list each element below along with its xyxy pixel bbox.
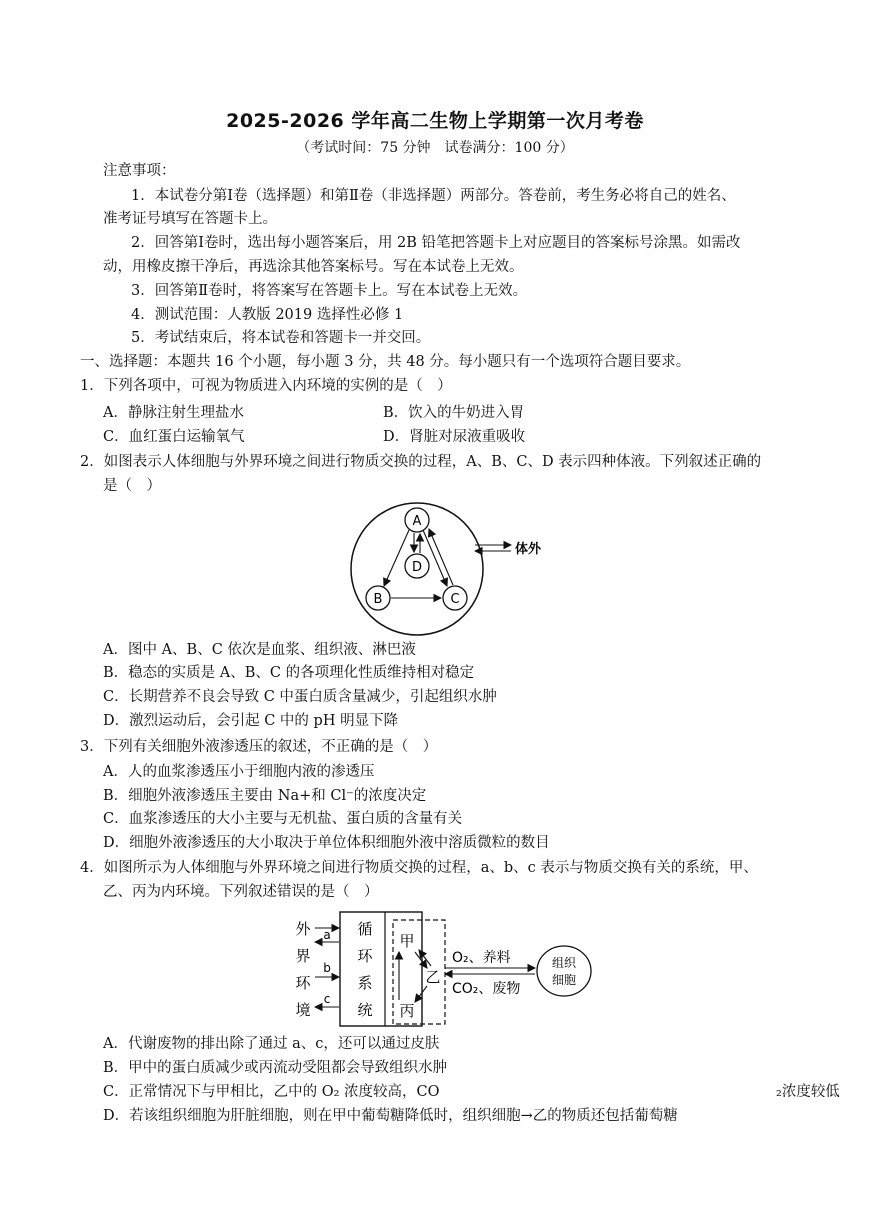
q3-option-d[interactable]: D．细胞外液渗透压的大小取决于单位体积细胞外液中溶质微粒的数目 [103,835,550,851]
q3-option-b[interactable]: B．细胞外液渗透压主要由 Na+和 Cl⁻的浓度决定 [103,788,427,804]
question-1-stem: 1．下列各项中，可视为物质进入内环境的实例的是（ ） [80,378,452,394]
system-char: 统 [357,1001,373,1019]
outer-char: 界 [295,947,311,965]
q4-option-d[interactable]: D．若该组织细胞为肝脏细胞，则在甲中葡萄糖降低时，组织细胞→乙的物质还包括葡萄糖 [103,1108,678,1124]
q3-option-c[interactable]: C．血浆渗透压的大小主要与无机盐、蛋白质的含量有关 [103,811,463,827]
q2-option-a[interactable]: A．图中 A、B、C 依次是血浆、组织液、淋巴液 [103,642,416,658]
question-4-stem: 4．如图所示为人体细胞与外界环境之间进行物质交换的过程，a、b、c 表示与物质交换有关的系统，甲、 [80,860,758,876]
q1-option-b[interactable]: B．饮入的牛奶进入胃 [383,405,525,421]
note-line: 5．考试结束后，将本试卷和答题卡一并交回。 [131,330,431,346]
system-char: 环 [357,947,373,965]
note-line: 3．回答第Ⅱ卷时，将答案写在答题卡上。写在本试卷上无效。 [131,283,528,299]
note-line: 2．回答第Ⅰ卷时，选出每小题答案后，用 2B 铅笔把答题卡上对应题目的答案标号涂黑。如需改 [131,235,741,251]
note-line: 4．测试范围：人教版 2019 选择性必修 1 [131,307,404,323]
q4-option-c[interactable]: C．正常情况下与甲相比，乙中的 O₂ 浓度较高，CO [103,1084,440,1100]
question-2-stem: 是（ ） [103,478,161,494]
label-a: a [323,928,331,942]
q1-option-c[interactable]: C．血红蛋白运输氧气 [103,429,245,445]
internal-environment-diagram [285,904,605,1030]
exam-info: （考试时间：75 分钟 试卷满分：100 分） [296,140,574,156]
label-b: b [323,961,331,975]
q1-option-a[interactable]: A．静脉注射生理盐水 [103,405,244,421]
label-jia: 甲 [399,932,415,950]
q2-option-b[interactable]: B．稳态的实质是 A、B、C 的各项理化性质维持相对稳定 [103,665,475,681]
label-c: C [450,592,460,607]
outside-label: 体外 [515,542,542,557]
system-char: 系 [357,974,373,992]
q4-option-b[interactable]: B．甲中的蛋白质减少或丙流动受阻都会导致组织水肿 [103,1060,448,1076]
section-heading: 一、选择题：本题共 16 个小题，每小题 3 分，共 48 分。每小题只有一个选项符合题目要求。 [80,354,691,370]
q4-option-a[interactable]: A．代谢废物的排出除了通过 a、c，还可以通过皮肤 [103,1036,440,1052]
outer-char: 外 [295,920,311,938]
system-char: 循 [357,920,373,938]
note-line: 准考证号填写在答题卡上。 [103,211,277,227]
outer-char: 环 [295,974,311,992]
tissue-cell [537,946,591,996]
nutrient-label: O₂、养料 [452,950,511,966]
q3-option-a[interactable]: A．人的血浆渗透压小于细胞内液的渗透压 [103,764,375,780]
body-fluid-diagram [345,498,555,638]
label-bing: 丙 [399,1002,415,1020]
notes-heading: 注意事项： [103,163,176,179]
q1-option-d[interactable]: D．肾脏对尿液重吸收 [383,429,526,445]
note-line: 动，用橡皮擦干净后，再选涂其他答案标号。写在本试卷上无效。 [103,259,524,275]
question-3-stem: 3．下列有关细胞外液渗透压的叙述，不正确的是（ ） [80,739,438,755]
q4-option-c-tail: ₂浓度较低 [776,1084,840,1100]
label-c: c [323,992,331,1006]
label-yi: 乙 [425,968,441,986]
cell-label: 组织 [551,956,577,970]
note-line: 1．本试卷分第Ⅰ卷（选择题）和第Ⅱ卷（非选择题）两部分。答卷前，考生务必将自己的姓名、 [131,188,736,204]
label-b: B [373,592,383,607]
page-title: 2025-2026 学年高二生物上学期第一次月考卷 [226,110,644,132]
cell-label: 细胞 [551,973,577,987]
question-2-stem: 2．如图表示人体细胞与外界环境之间进行物质交换的过程，A、B、C、D 表示四种体液。下列叙述正确的 [80,454,762,470]
label-d: D [411,560,423,575]
label-a: A [412,514,422,529]
q2-option-d[interactable]: D．激烈运动后，会引起 C 中的 pH 明显下降 [103,713,399,729]
question-4-stem: 乙、丙为内环境。下列叙述错误的是（ ） [103,884,379,900]
outer-char: 境 [295,1001,311,1019]
waste-label: CO₂、废物 [452,981,521,997]
q2-option-c[interactable]: C．长期营养不良会导致 C 中蛋白质含量减少，引起组织水肿 [103,689,497,705]
